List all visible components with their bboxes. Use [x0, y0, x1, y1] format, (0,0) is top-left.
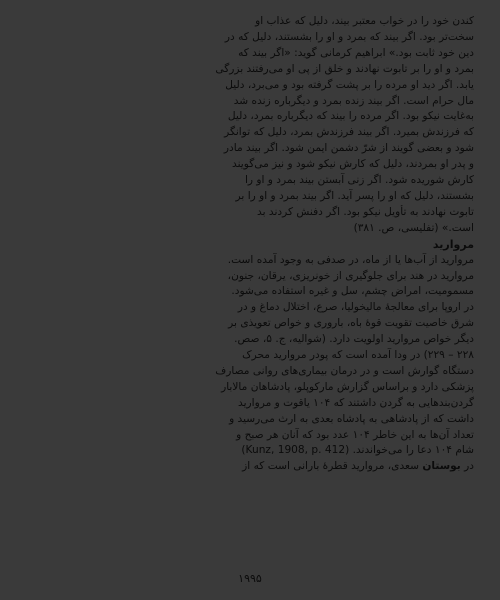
paragraph-pearl — [26, 253, 474, 460]
text-line: گردن‌بندهایی به گردن داشتند که ۱۰۴ یاقوت و مروارید — [238, 396, 474, 409]
text-line — [26, 459, 474, 475]
text-fragment: سعدی، مروارید قطرهٔ بارانی است که از — [242, 460, 420, 473]
text-line: مروارید در هند برای جلوگیری از خونریزی، یرقان، جنون، — [227, 269, 474, 282]
text-fragment: در — [464, 460, 474, 473]
text-line: دستگاه گوارش است و در درمان بیماری‌های روانی مصارف — [215, 364, 474, 377]
text-line: مسمومیت، امراض چشم، سل و غیره استفاده می‌شود. — [231, 285, 474, 298]
text-line: و پدر او بمردند، دلیل که کارش نیکو شود و نیز می‌گویند — [232, 158, 474, 171]
text-line: تعداد آن‌ها به این خاطر ۱۰۴ عدد بود که آنان هر صبح و — [236, 428, 474, 441]
page-number: ۱۹۹۵ — [238, 572, 262, 585]
text-line: کارش شوریده شود. اگر زنی آبستن بیند بمرد و او را — [244, 174, 474, 187]
heading-text: مروارید — [432, 237, 474, 251]
paragraph-dream-interpretation — [26, 14, 474, 237]
text-line — [26, 443, 474, 459]
text-line: شرق خاصیت تقویت قوهٔ باه، باروری و خواص تعویذی بر — [228, 317, 474, 330]
text-line: دین خود ثابت بود.» ابراهیم کرمانی گوید: «اگر بیند که — [238, 46, 474, 59]
text-line: در اروپا برای معالجهٔ مالیخولیا، صرع، اختلال دماغ و در — [237, 301, 474, 314]
text-line: یابد. اگر دید او مرده را بر پشت گرفته بود و می‌برد، دلیل — [225, 78, 474, 91]
section-heading — [26, 237, 474, 253]
text-line: به‌غایت نیکو بود. اگر مرده را بیند که دیگرباره بمرد، دلیل — [227, 110, 474, 123]
text-line: است.» (تفلیسی، ص. ۳۸۱) — [353, 221, 474, 234]
text-line: مال حرام است. اگر بیند زنده بمرد و دیگرباره زنده شد — [233, 94, 474, 107]
text-line: شود و بعضی گویند از شرّ دشمن ایمن شود. اگر بیند مادر — [223, 142, 474, 155]
citation: (Kunz, 1908, p. 412) — [241, 444, 350, 457]
text-line: سخت‌تر بود. اگر بیند که بمرد و او را بشستند، دلیل که در — [224, 30, 474, 43]
text-line: تابوت نهادند به تأویل نیکو بود. اگر دفنش کردند بد — [257, 205, 474, 218]
book-title: بوستان — [422, 460, 461, 473]
text-line: داشت که از پادشاهی به پادشاه بعدی به ارث می‌رسید و — [229, 412, 474, 425]
text-line: که فرزندش بمیرد. اگر بیند فرزندش بمرد، دلیل که توانگر — [224, 126, 474, 139]
text-line: مروارید از آب‌ها یا از ماه، در صدفی به وجود آمده است. — [227, 253, 474, 266]
paragraph-bustan — [26, 459, 474, 475]
text-line: پزشکی دارد و براساس گزارش مارکوپلو، پادشاهان مالابار — [221, 380, 474, 393]
text-line: بمرد و او را بر تابوت نهادند و خلق از پی او می‌رفتند بزرگی — [215, 62, 474, 75]
text-line: ۲۲۸ – ۲۲۹) در ودا آمده است که پودر مروارید محرک — [242, 349, 474, 362]
body-text — [26, 14, 474, 475]
text-line: بشستند، دلیل که او را پسر آید. اگر بیند بمرد و او را بر — [235, 189, 474, 202]
text-line: کندن خود را در خواب معتبر بیند، دلیل که عذاب او — [255, 15, 474, 27]
text-fragment: شام ۱۰۴ دعا را می‌خواندند. — [352, 444, 474, 457]
text-line: دیگر خواص مروارید اولویت دارد. (شوالیه، ج. ۵، صص. — [234, 333, 474, 346]
